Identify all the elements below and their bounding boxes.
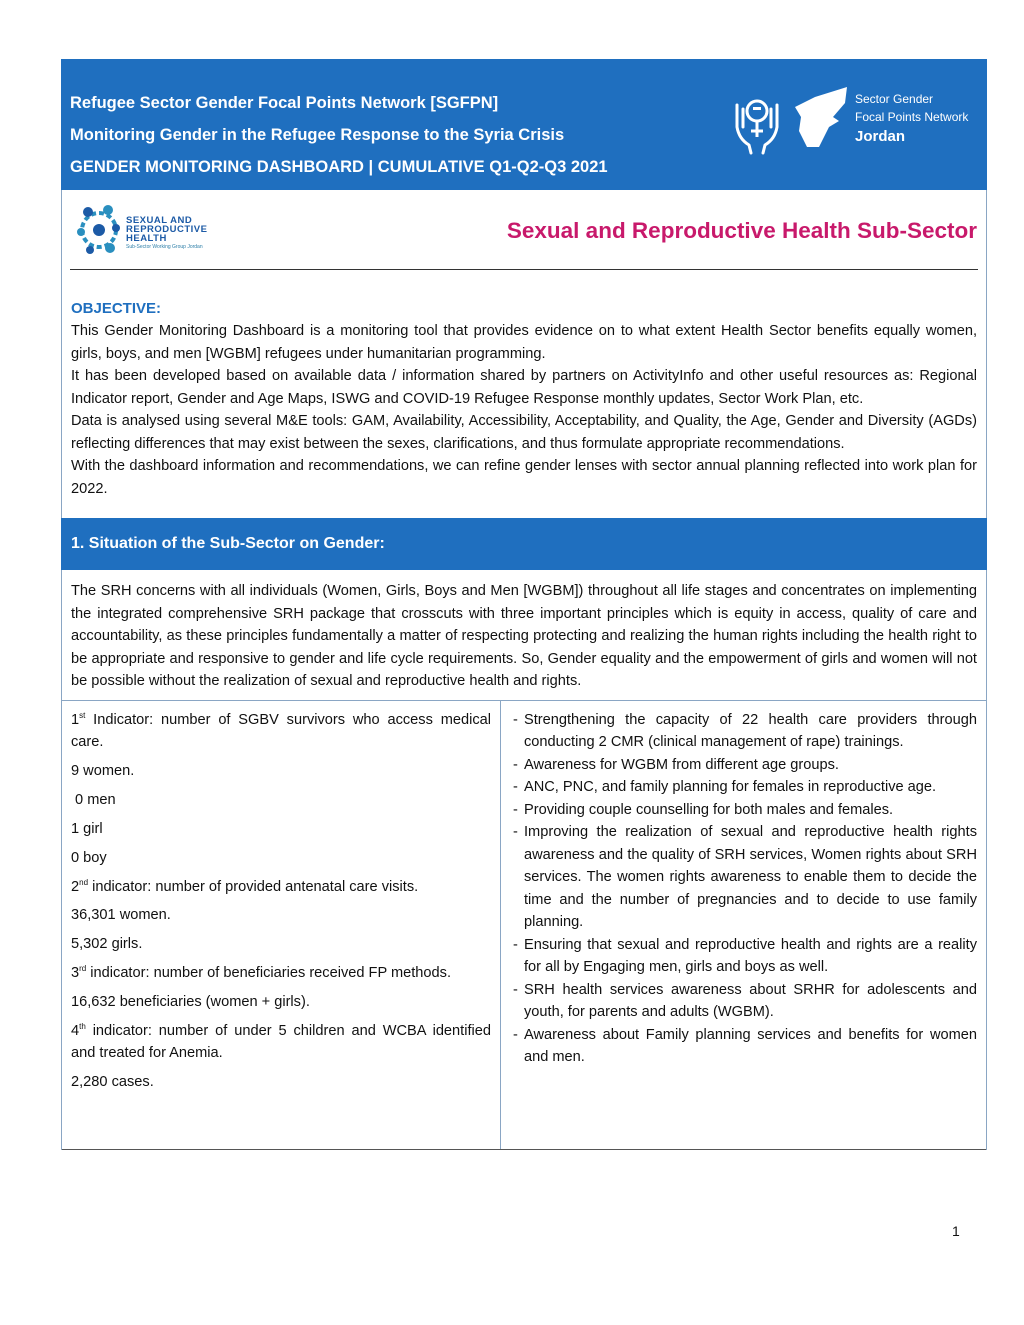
- header-banner: [61, 59, 987, 190]
- srh-logo-line3: HEALTH: [126, 233, 167, 244]
- objective-heading: OBJECTIVE:: [71, 300, 162, 317]
- recommendation-item: - Strengthening the capacity of 22 health care providers through conducting 2 CMR (clinical management of rape) trainings.: [513, 711, 977, 750]
- page-number: 1: [952, 1223, 960, 1239]
- srh-logo-line1: SEXUAL AND: [126, 215, 193, 226]
- title-divider: [70, 269, 978, 270]
- title-row: [62, 190, 986, 274]
- objective-paragraph: With the dashboard information and recommendations, we can refine gender lenses with sector annual planning reflected into work plan for 2022.: [71, 458, 977, 497]
- indicator-4: 4th indicator: number of under 5 children and WCBA identified and treated for Anemia.: [71, 1021, 491, 1061]
- objective-paragraph: It has been developed based on available data / information shared by partners on ActivityInfo and other useful resources as: Regional Indicator report, Gender and Age Maps, ISWG and COVID-19 Refugee Response monthly updates, Sector Work Plan, etc.: [71, 368, 977, 407]
- indicator-value: 36,301 women.: [71, 907, 171, 923]
- indicator-value: 16,632 beneficiaries (women + girls).: [71, 993, 310, 1010]
- objective-paragraph: This Gender Monitoring Dashboard is a monitoring tool that provides evidence on to what extent Health Sector benefits equally women, girls, boys, and men [WGBM] refugees under humanitarian programming.: [71, 323, 977, 362]
- recommendation-item: - Awareness about Family planning services and benefits for women and men.: [513, 1026, 977, 1065]
- indicator-value: 5,302 girls.: [71, 936, 143, 952]
- objective-paragraph: Data is analysed using several M&E tools: GAM, Availability, Accessibility, Acceptability, and Quality, the Age, Gender and Diversity (AGDs) reflecting differences that may exist between the sexes, clarifications, and thus formulate appropriate recommendations.: [71, 413, 977, 452]
- indicator-value: 0 boy: [71, 849, 107, 866]
- indicator-value: 1 girl: [71, 820, 103, 837]
- indicators-column: [62, 701, 501, 1149]
- indicator-2: 2nd indicator: number of provided antenatal care visits.: [71, 877, 419, 895]
- sector-title: Sexual and Reproductive Health Sub-Sector: [506, 218, 977, 243]
- network-title: Refugee Sector Gender Focal Points Network [SGFPN]: [70, 94, 499, 112]
- srh-logo-line2: REPRODUCTIVE: [126, 224, 208, 235]
- situation-paragraph: The SRH concerns with all individuals (Women, Girls, Boys and Men [WGBM]) throughout all life stages and concentrates on implementing the integrated comprehensive SRH package that crosscuts with three important principles which is equity in access, quality of care and accountability, as these principles fundamentally a matter of respecting protecting and realizing the human rights including the health right to be appropriate and responsive to gender and life cycle requirements. So, Gender equality and the empowerment of girls and women will not be possible without the realization of sexual and reproductive health and rights.: [62, 570, 986, 701]
- indicator-value: 2,280 cases.: [71, 1073, 154, 1090]
- srh-people-circle-icon: [76, 198, 122, 262]
- sgfpn-logo: [729, 87, 979, 155]
- srh-logo-text: [126, 216, 207, 252]
- recommendation-item: - SRH health services awareness about SRHR for adolescents and youth, for parents and adults (WGBM).: [513, 981, 977, 1020]
- srh-logo: [76, 198, 216, 262]
- dashboard-title: GENDER MONITORING DASHBOARD | CUMULATIVE Q1-Q2-Q3 2021: [70, 158, 608, 176]
- recommendation-item: - Providing couple counselling for both males and females.: [513, 801, 894, 818]
- monitoring-subtitle: Monitoring Gender in the Refugee Response to the Syria Crisis: [70, 126, 565, 144]
- indicator-table: [62, 701, 986, 1150]
- sgfpn-logo-text: [855, 90, 968, 148]
- recommendation-item: - ANC, PNC, and family planning for females in reproductive age.: [513, 779, 937, 795]
- indicator-value: 0 men: [71, 791, 116, 808]
- indicator-value: 9 women.: [71, 762, 135, 779]
- recommendations-column: [501, 701, 986, 1149]
- indicator-1: 1st Indicator: number of SGBV survivors who access medical care.: [71, 710, 491, 750]
- dashboard-page: [61, 59, 987, 1150]
- recommendation-item: - Awareness for WGBM from different age groups.: [513, 756, 839, 773]
- srh-logo-line4: Sub-Sector Working Group Jordan: [126, 244, 203, 250]
- sgfpn-logo-line1: Sector Gender: [855, 92, 934, 106]
- section-body: [61, 570, 987, 1150]
- hands-jordan-map-icon: [729, 87, 853, 155]
- sgfpn-logo-line2: Focal Points Network: [855, 110, 969, 124]
- header-title-block: [70, 87, 608, 183]
- recommendation-item: - Ensuring that sexual and reproductive health and rights are a reality for all by Engaging men, girls and boys as well.: [513, 936, 977, 975]
- indicator-3: 3rd indicator: number of beneficiaries received FP methods.: [71, 964, 452, 981]
- content-box: [61, 190, 987, 518]
- recommendation-item: - Improving the realization of sexual and reproductive health rights awareness and the quality of SRH services, Women rights about SRH services. The women rights awareness to enable them to decide the time and the number of pregnancies and to decide to use family planning.: [513, 824, 977, 930]
- objective-section: [62, 274, 986, 518]
- sgfpn-logo-line3: Jordan: [855, 128, 906, 145]
- section-heading: 1. Situation of the Sub-Sector on Gender:: [61, 518, 987, 570]
